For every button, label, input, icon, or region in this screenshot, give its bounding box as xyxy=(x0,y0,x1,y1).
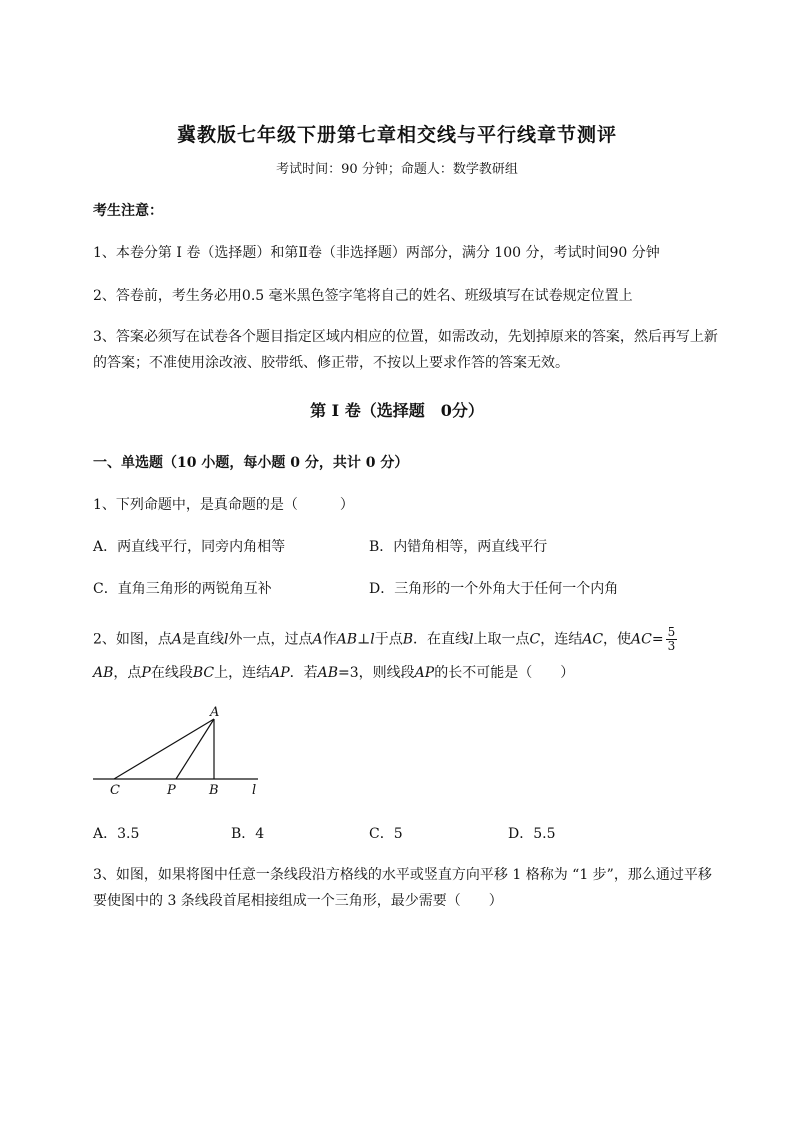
question-2-figure xyxy=(90,700,270,800)
section-title: 第 I 卷（选择题 0分） xyxy=(310,401,484,420)
question-1-option-d: D．三角形的一个外角大于任何一个内角 xyxy=(369,581,619,597)
segment-ap xyxy=(176,719,214,779)
question-2-line-1: 2、如图，点A是直线l外一点，过点A作AB⊥l于点B．在直线l上取一点C，连结AC，使AC= $\frac{5}{3}$ xyxy=(93,625,676,653)
question-1-stem: 1、下列命题中，是真命题的是（ ） xyxy=(93,497,354,513)
notice-heading: 考生注意： xyxy=(93,203,163,219)
question-1-option-c: C．直角三角形的两锐角互补 xyxy=(93,581,272,597)
label-a: A xyxy=(210,705,220,720)
question-2-option-a: A．3.5 xyxy=(93,826,140,842)
question-3-line-2: 要使图中的 3 条线段首尾相接组成一个三角形，最少需要（ ） xyxy=(93,893,503,909)
question-1-option-a: A．两直线平行，同旁内角相等 xyxy=(93,539,286,555)
part-title: 一、单选题（10 小题，每小题 0 分，共计 0 分） xyxy=(93,455,409,471)
notice-item-1: 1、本卷分第 I 卷（选择题）和第Ⅱ卷（非选择题）两部分，满分 100 分，考试时间90 分钟 xyxy=(93,245,660,261)
question-1-option-b: B．内错角相等，两直线平行 xyxy=(369,539,548,555)
question-2-line-2: AB，点P在线段BC上，连结AP．若AB=3，则线段AP的长不可能是（ ） xyxy=(93,665,575,681)
label-p: P xyxy=(167,783,176,798)
fraction-five-thirds: $\frac{5}{3}$ xyxy=(667,625,676,653)
question-2-option-b: B．4 xyxy=(231,826,265,842)
page-title: 冀教版七年级下册第七章相交线与平行线章节测评 xyxy=(176,124,617,146)
question-3-line-1: 3、如图，如果将图中任意一条线段沿方格线的水平或竖直方向平移 1 格称为 “1 步”，那么通过平移 xyxy=(93,867,712,883)
exam-info: 考试时间：90 分钟；命题人：数学教研组 xyxy=(276,162,518,177)
notice-item-2: 2、答卷前，考生务必用0.5 毫米黑色签字笔将自己的姓名、班级填写在试卷规定位置上 xyxy=(93,288,633,304)
segment-ac xyxy=(114,719,214,779)
notice-item-3: 3、答案必须写在试卷各个题目指定区域内相应的位置，如需改动，先划掉原来的答案，然后再写上新 xyxy=(93,329,718,345)
notice-item-3-cont: 的答案；不准使用涂改液、胶带纸、修正带，不按以上要求作答的答案无效。 xyxy=(93,355,569,371)
question-2-option-c: C．5 xyxy=(369,826,403,842)
question-2-option-d: D．5.5 xyxy=(508,826,556,842)
label-c: C xyxy=(110,783,120,798)
label-l: l xyxy=(252,783,257,798)
label-b: B xyxy=(209,783,219,798)
